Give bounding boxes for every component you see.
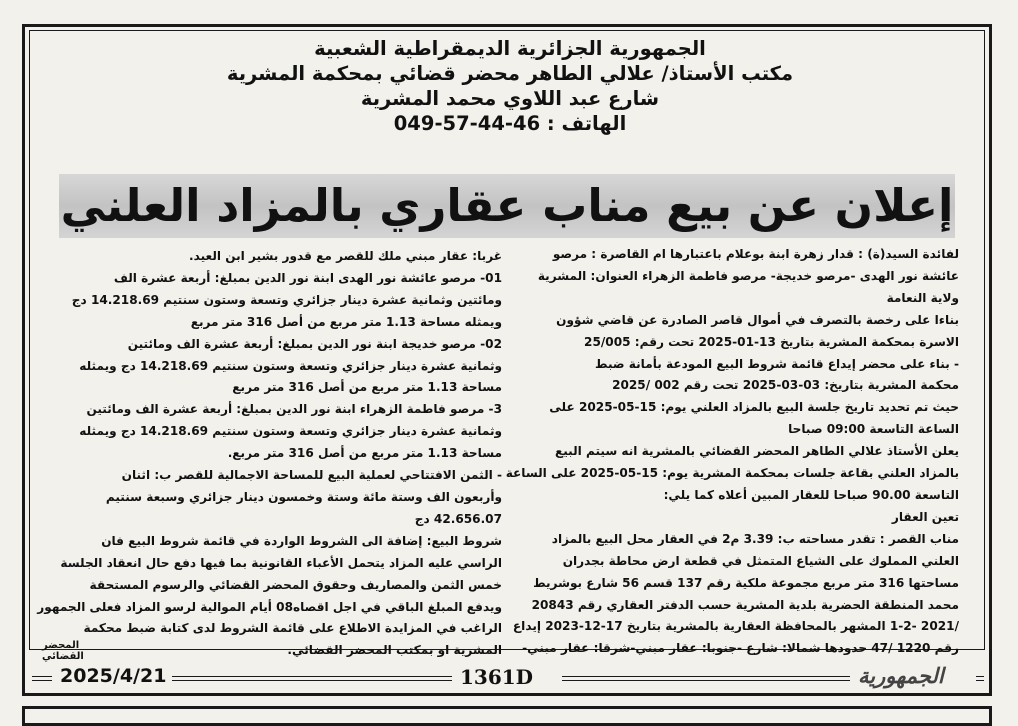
text-line: وثمانية عشرة دينار جزائري وتسعة وستون سنتيم 14.218.69 دج ويمثله [79,358,502,373]
text-line: شروط البيع: إضافة الى الشروط الواردة في قائمة شروط البيع فان [101,533,502,548]
text-line: حيث تم تحديد تاريخ جلسة البيع بالمزاد العلني يوم: 15-05-2025 على [549,400,959,415]
text-line: الراغب في المزايدة الاطلاع على قائمة الشروط لدى كتابة ضبط محكمة [83,621,502,636]
issue-number: 1361D [460,665,534,689]
text-line: 3- مرصو فاطمة الزهراء ابنة نور الدين بمبلغ: أربعة عشرة الف ومائتين [86,402,502,417]
text-line: /2021 -1-2 المشهر بالمحافظة العقارية بالمشرية بتاريخ 17-12-2023 إيداع [512,619,959,634]
text-line: - الثمن الافتتاحي لعملية البيع للمساحة الاجمالية للقصر ب: اثنان [121,468,502,483]
text-line: الاسرة بمحكمة المشرية بتاريخ 13-01-2025 تحت رقم: 25/005 [584,334,959,349]
text-line: العلني المملوك على الشياع المتمثل في قطعة ارض محاطة بجدران [562,553,959,568]
header [150,36,870,136]
newspaper-logo: الجمهورية [858,664,944,688]
text-line: مساحة 1.13 متر مربع من أصل 316 متر مربع. [227,446,502,461]
text-line: 42.656.07 دج [414,511,502,526]
header-line-phone: الهاتف : 46-44-57-049 [393,112,627,135]
header-line-republic: الجمهورية الجزائرية الديمقراطية الشعبية [314,37,706,60]
text-line: يعلن الأستاذ علالي الطاهر المحضر القضائي بالمشرية انه سيتم البيع [554,444,959,459]
next-announcement-frame [22,706,992,726]
text-line: - بناء على محضر إيداع قائمة شروط البيع المودعة بأمانة ضبط [595,356,959,371]
text-line: عائشة نور الهدى -مرصو خديجة- مرصو فاطمة الزهراء العنوان: المشرية [537,268,959,283]
header-line-office: مكتب الأستاذ/ علالي الطاهر محضر قضائي بمحكمة المشرية [226,62,794,85]
text-line: ومائتين وثمانية عشرة دينار جزائري وتسعة وستون سنتيم 14.218.69 دج [71,292,502,307]
text-line: ويمثله مساحة 1.13 متر مربع من أصل 316 متر مربع [190,314,502,329]
text-line: رقم 1220 /47 حدودها شمالا: شارع -جنوبا: عقار مبني-شرقا: عقار مبني- [522,641,959,656]
text-line: المشرية او بمكتب المحضر القضائي. [287,643,502,658]
left-column [37,246,502,662]
right-column [505,244,959,660]
text-line: وأربعون الف وستة مائة وستة وخمسون دينار جزائري وسبعة سنتيم [105,489,502,504]
text-line: ولاية النعامة [886,290,959,305]
text-line: الساعة التاسعة 09:00 صباحا [788,422,959,437]
text-line: بالمزاد العلني بقاعة جلسات بمحكمة المشرية يوم: 15-05-2025 على الساعة [505,466,959,481]
text-line: ويدفع المبلغ الباقي في اجل اقصاه08 أيام الموالية لرسو المزاد فعلى الجمهور [37,599,502,614]
text-line: محمد المنطقة الحضرية بلدية المشرية حسب الدفتر العقاري رقم 20843 [531,597,959,612]
text-line: لفائدة السيد(ة) : قدار زهرة ابنة بوعلام باعتبارها ام القاصرة : مرصو [552,247,959,261]
text-line: مساحة 1.13 متر مربع من أصل 316 متر مربع [232,380,502,395]
header-line-address: شارع عبد اللاوي محمد المشرية [360,87,660,110]
text-line: بناءا على رخصة بالتصرف في أموال قاصر الصادرة عن قاضي شؤون [556,312,959,327]
text-line: غربا: عقار مبني ملك للقصر مع قدور بشير ابن العيد. [188,249,502,263]
text-line: مساحتها 316 متر مربع مجموعة ملكية رقم 137 قسم 56 شارع بوشريط [533,575,959,590]
text-line: وثمانية عشرة دينار جزائري وتسعة وستون سنتيم 14.218.69 دج ويمثله [79,424,502,439]
text-line: 02- مرصو خديجة ابنة نور الدين بمبلغ: أربعة عشرة الف ومائتين [127,336,502,351]
bailiff-signature: المحضر القضائي [42,640,84,662]
section-heading: تعين العقار [891,509,959,524]
text-line: محكمة المشرية بتاريخ: 03-03-2025 تحت رقم 002 /2025 [612,378,959,393]
publication-date: 2025/4/21 [60,665,167,687]
text-line: 01- مرصو عائشة نور الهدى ابنة نور الدين بمبلغ: أربعة عشرة الف [113,270,502,285]
text-line: مناب القصر : تقدر مساحته ب: 3.39 م2 في العقار محل البيع بالمزاد [551,531,959,546]
text-line: خمس الثمن والمصاريف وحقوق المحضر القضائي والرسوم المستحقة [89,577,502,592]
announcement-title: إعلان عن بيع مناب عقاري بالمزاد العلني [60,179,954,232]
text-line: التاسعة 90.00 صباحا للعقار المبين أعلاه كما يلي: [663,487,959,502]
text-line: الراسي عليه المزاد يتحمل الأعباء القانونية بما فيها دفع حال انعقاد الجلسة [60,555,502,570]
